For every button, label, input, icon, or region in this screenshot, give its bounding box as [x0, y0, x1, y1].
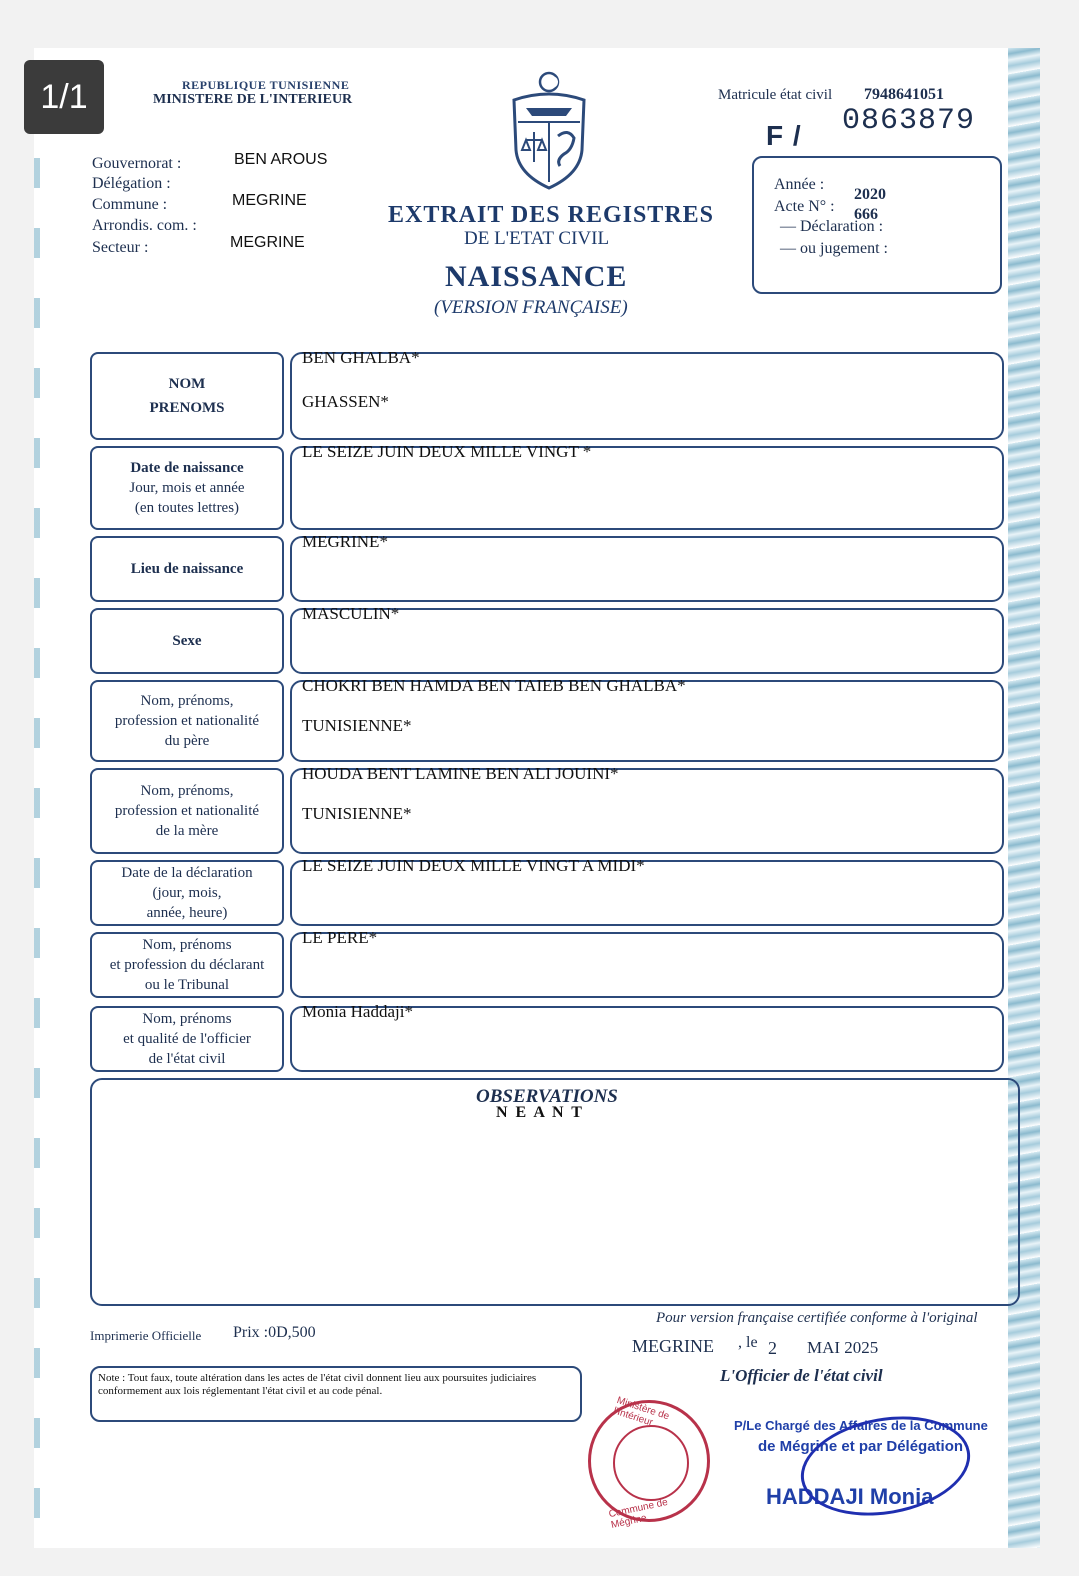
official-stamp: [588, 1395, 710, 1531]
acte-label: Acte N° :: [774, 198, 835, 215]
title-extrait: EXTRAIT DES REGISTRES: [388, 202, 715, 228]
row-label-line: de l'état civil: [148, 1051, 226, 1067]
place-text: MEGRINE: [632, 1336, 714, 1356]
republic-heading: REPUBLIQUE TUNISIENNE: [182, 78, 350, 92]
commune-value: MEGRINE: [232, 192, 307, 209]
mere-value: HOUDA BENT LAMINE BEN ALI JOUINI*: [302, 764, 619, 783]
signature-name: HADDAJI Monia: [766, 1484, 934, 1509]
row-label: [90, 860, 284, 926]
row-nom-prenoms: [90, 348, 1010, 440]
observations-title: OBSERVATIONS: [476, 1086, 618, 1107]
stamp-bottom-text: Commune de Mégrine: [607, 1496, 669, 1531]
row-date-naissance: [90, 442, 1010, 530]
title-version: (VERSION FRANÇAISE): [434, 297, 628, 318]
commune-label: Commune :: [92, 196, 168, 213]
row-value: [290, 1002, 1004, 1072]
row-pere: [90, 676, 1010, 762]
lieu-naissance-value: MEGRINE*: [302, 532, 388, 551]
row-label-line: Nom, prénoms,: [140, 693, 234, 709]
coat-of-arms-icon: [506, 70, 592, 192]
row-mere: [90, 764, 1010, 854]
pere-value: CHOKRI BEN HAMDA BEN TAIEB BEN GHALBA*: [302, 676, 686, 695]
stamp-top-text: Ministère de l'Intérieur: [611, 1395, 671, 1429]
day-text: 2: [768, 1338, 777, 1358]
annee-value: 2020: [854, 186, 886, 203]
row-label-line: NOM: [168, 376, 206, 392]
row-value: [290, 442, 1004, 530]
sexe-value: MASCULIN*: [302, 604, 400, 623]
imprimerie-label: Imprimerie Officielle: [90, 1328, 202, 1343]
row-label-line: Lieu de naissance: [130, 561, 244, 577]
row-label-line: et profession du déclarant: [109, 957, 265, 973]
gouvernorat-label: Gouvernorat :: [92, 155, 182, 172]
row-value: [290, 856, 1004, 926]
row-value: [290, 928, 1004, 998]
row-label-line: ou le Tribunal: [144, 977, 230, 993]
row-label-line: (en toutes lettres): [134, 500, 240, 516]
row-label-line: profession et nationalité: [114, 803, 260, 819]
note-box: [90, 1366, 582, 1422]
row-value: [290, 348, 1004, 440]
row-label-line: du père: [164, 733, 210, 749]
row-label-line: PRENOMS: [149, 400, 225, 416]
secteur-label: Secteur :: [92, 239, 149, 256]
row-label: [90, 536, 284, 602]
certified-text: Pour version française certifiée conforme à l'original: [656, 1310, 978, 1326]
row-officier: [90, 1002, 1010, 1072]
row-label-line: et qualité de l'officier: [123, 1031, 251, 1047]
matricule-value: 7948641051: [864, 86, 944, 103]
matricule-label: Matricule état civil: [718, 87, 833, 103]
row-value: [290, 532, 1004, 602]
row-label-line: Date de la déclaration: [121, 865, 253, 881]
jugement-label: — ou jugement :: [780, 240, 888, 257]
row-label-line: année, heure): [146, 905, 228, 921]
row-label: [90, 446, 284, 530]
month-year-text: MAI 2025: [807, 1338, 879, 1357]
signature-line1: P/Le Chargé des Affaires de la Commune: [734, 1418, 988, 1433]
acte-box: [752, 156, 1002, 294]
row-label-line: profession et nationalité: [114, 713, 260, 729]
date-declaration-value: LE SEIZE JUIN DEUX MILLE VINGT A MIDI*: [302, 856, 645, 875]
note-text: Note : Tout faux, toute altération dans les actes de l'état civil donnent lieu aux poursuites judiciaires conformement aux lois réglementant l'état civil et au code pénal.: [98, 1372, 537, 1397]
decorative-right-border: [1008, 48, 1040, 1548]
prenoms-value: GHASSEN*: [302, 392, 389, 411]
officer-title: L'Officier de l'état civil: [720, 1366, 883, 1385]
row-label-line: Nom, prénoms: [142, 1011, 232, 1027]
row-label: [90, 1006, 284, 1072]
row-label: [90, 608, 284, 674]
row-label-line: Jour, mois et année: [129, 480, 245, 496]
row-label: [90, 352, 284, 440]
row-value: [290, 676, 1004, 762]
le-text: , le: [738, 1334, 758, 1351]
row-label-line: Sexe: [172, 633, 202, 649]
row-label-line: Nom, prénoms: [142, 937, 232, 953]
date-naissance-value: LE SEIZE JUIN DEUX MILLE VINGT *: [302, 442, 592, 461]
annee-label: Année :: [774, 176, 825, 193]
row-label-line: de la mère: [155, 823, 219, 839]
row-declarant: [90, 928, 1010, 998]
row-label: [90, 680, 284, 762]
row-label: [90, 768, 284, 854]
secteur-value: MEGRINE: [230, 234, 305, 251]
declaration-label: — Déclaration :: [780, 218, 884, 235]
row-label-line: Nom, prénoms,: [140, 783, 234, 799]
page-indicator: 1/1: [24, 60, 104, 134]
declarant-value: LE PERE*: [302, 928, 378, 947]
arrondis-label: Arrondis. com. :: [92, 217, 197, 234]
form-prefix: F /: [766, 120, 802, 151]
acte-value: 666: [854, 206, 878, 223]
delegation-label: Délégation :: [92, 175, 171, 192]
ministry-heading: MINISTERE DE L'INTERIEUR: [153, 92, 353, 107]
row-date-declaration: [90, 856, 1010, 926]
title-naissance: NAISSANCE: [445, 260, 628, 293]
signature-line2: de Mégrine et par Délégation: [758, 1438, 964, 1455]
row-lieu-naissance: [90, 532, 1010, 602]
nom-value: BEN GHALBA*: [302, 348, 420, 367]
form-number: 0863879: [842, 104, 976, 138]
observations-value: N E A N T: [496, 1104, 584, 1121]
row-label-line: (jour, mois,: [152, 885, 222, 901]
row-value: [290, 764, 1004, 854]
decorative-left-border: [34, 48, 40, 1548]
observations-box: [90, 1078, 1020, 1306]
row-label: [90, 932, 284, 998]
gouvernorat-value: BEN AROUS: [234, 151, 328, 168]
officier-value: Monia Haddaji*: [302, 1002, 413, 1021]
pere-nationalite: TUNISIENNE*: [302, 716, 412, 735]
prix-label: Prix :0D,500: [233, 1324, 316, 1341]
mere-nationalite: TUNISIENNE*: [302, 804, 412, 823]
row-value: [290, 604, 1004, 674]
row-sexe: [90, 604, 1010, 674]
title-etat-civil: DE L'ETAT CIVIL: [464, 228, 610, 249]
row-label-line: Date de naissance: [130, 460, 244, 476]
